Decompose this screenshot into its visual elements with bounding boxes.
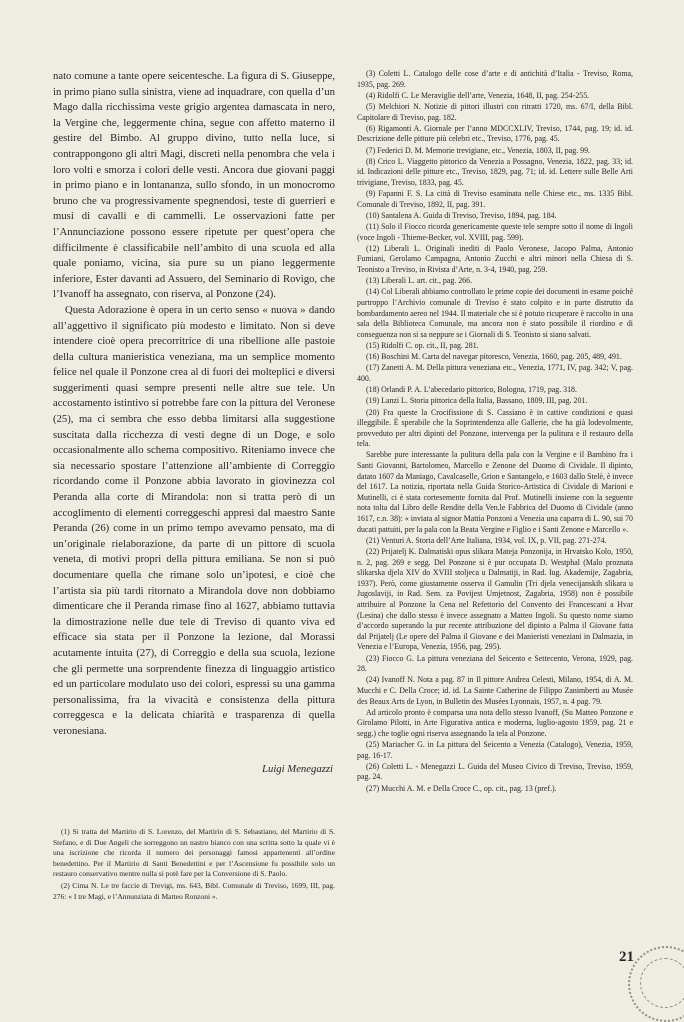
main-text-column xyxy=(53,69,335,777)
footnote: (19) Lanzi L. Storia pittorica della Italia, Bassano, 1809, III, pag. 201. xyxy=(366,396,588,406)
footnote: (11) Solo il Fiocco ricorda genericamente queste tele sempre sotto il nome di Ingoli (voce Ingoli - Thieme-Becker, vol. XVIII, pag. 599). xyxy=(357,222,633,242)
footnotes-left xyxy=(53,827,335,903)
footnote: (27) Mucchi A. M. e Della Croce C., op. cit., pag. 13 (pref.). xyxy=(366,783,557,793)
author-signature: Luigi Menegazzi xyxy=(262,762,333,775)
footnote: (1) Si tratta del Martirio di S. Lorenzo, del Martirio di S. Sebastiano, del Martirio di S. Stefano, e di Due Angeli che sorreggono un nastro bianco con una scritta sotto la quale vi è una iscrizione che ricorda il numero dei personaggi famosi appartenenti all’ordine benedettino. Per il Martirio di Santi Benedettini e per l’Ascensione fu possibile solo un restauro conservativo mentre nulla si potè fare per la Conversione di S. Paolo. xyxy=(53,827,335,879)
paragraph: nato comune a tante opere seicentesche. La figura di S. Giuseppe, in primo piano sulla sinistra, viene ad inquadrare, con quella d’un Mago dalla ricchissima veste grigio argentea damascata in nero, la Vergine che, leggermente china, segue con affetto materno il gestire del Bimbo. Al gruppo divino, tutto nella luce, si contrappongono gli altri Magi, discreti nella penombra che vela i loro volti e smorza i colori delle vesti. Ancora due giovani paggi in primo piano e in lontananza, sullo sfondo, in un monocromo bruno che va progressivamente spegnendosi, teste di guerrieri e musi di cavalli e di cammelli. Le osservazioni fatte per l’Annunciazione possono essere ripetute per quest’opera che difficilmente è classificabile nell’ambito di una scuola ed alla quale poniamo, vicina, sia pure su un piano leggermente inferiore, Ester davanti ad Assuero, del Seminario di Rovigo, che l’Ivanoff ha assegnato, con riserva, al Ponzone (24). xyxy=(53,70,335,301)
footnote: (18) Orlandi P. A. L’abecedario pittorico, Bologna, 1719, pag. 318. xyxy=(366,385,577,395)
footnote: (13) Liberali L. art. cit., pag. 266. xyxy=(366,276,473,286)
footnote: (25) Mariacher G. in La pittura del Seicento a Venezia (Catalogo), Venezia, 1959, pag. 16-17. xyxy=(357,740,633,760)
footnotes-right-column xyxy=(357,69,633,795)
footnote: (12) Liberali L. Originali inediti di Paolo Veronese, Jacopo Palma, Antonio Fumiani, Gerolamo Campagna, Antonio Zucchi e altri minori nella Chiesa di S. Teonisto a Treviso, in Rivista d’Arte, n. 3-4, 1940, pag. 259. xyxy=(357,243,633,275)
paragraph: Questa Adorazione è opera in un certo senso « nuova » dando all’aggettivo il significato più modesto e limitato. Non si deve intendere cioè opera precorritrice di una ribellione alle pastoie della cultura manieristica veneziana, ma un semplice momento felice nel quale il Ponzone crea al di fuori dei molteplici e diversi suggerimenti quasi sempre presenti nelle altre sue tele. Un accostamento istintivo si potrebbe fare con la pittura del Veronese (25), ma ci sembra che esso debba limitarsi alla suggestione suscitata dalla ricchezza di vesti degne di un Doge, e solo occasionalmente allo schema compositivo. Riteniamo invece che sia necessario spostare l’attenzione all’ambiente di Correggio ricordando come il Ponzone abbia lavorato in giovinezza col Peranda alla corte di Mirandola: non si tratta però di un accoglimento di elementi correggeschi appresi dal maestro Sante Peranda (26) come in un primo tempo avevamo pensato, ma di un’originale rielaborazione, da parte di un pittore di scuola veneta, di motivi propri della pittura emiliana. Se non si può documentare quella che rimane solo un’ipotesi, e cioè che l’artista sia più tardi ritornato a Mirandola dove non dobbiamo dimenticare che il Peranda rimase fino al 1627, abbiamo tuttavia la dimostrazione nelle due tele di Treviso di quanto viva ed efficace sia stata per il Ponzone la lezione, dal Morassi acutamente intuita (27), di Correggio e della sua scuola, lezione che gli permette una sorprendente finezza di linguaggio artistico ed un particolare modulato uso dei colori, espressi su una gamma personalissima, fra la vivacità e consistenza della pittura correggesca e la delicata chiarità e trasparenza di quella veronesiana. xyxy=(53,303,335,737)
footnote: (14) Col Liberali abbiamo controllato le prime copie dei documenti in esame poiché purtroppo l’Archivio comunale di Treviso è stato colpito e in parte distrutto da bombardamento aereo nel 1944. Il materiale che si è potuto ricuperare è raccolto in una sala della Biblioteca Comunale, ma ancora non è stato possibile il riordino e di conseguenza non si sa neppure se i Giornali di S. Teonisto si siano salvati. xyxy=(357,287,633,339)
footnote: (8) Crico L. Viaggetto pittorico da Venezia a Possagno, Venezia, 1822, pag. 33; id. id. Indicazioni delle pitture etc., Treviso, 1829, pag. 71; id. id. Lettere sulle Belle Arti trivigiane, Treviso, 1833, pag. 45. xyxy=(357,156,633,187)
footnote: (17) Zanetti A. M. Della pittura veneziana etc., Venezia, 1771, IV, pag. 342; V, pag. 400. xyxy=(357,363,633,383)
footnote: (4) Ridolfi C. Le Meraviglie dell’arte, Venezia, 1648, II, pag. 254-255. xyxy=(366,90,590,100)
footnote: (22) Prijatelj K. Dalmatiski opus slikara Mateja Ponzonija, in Hrvatsko Kolo, 1950, n. 2, pag. 269 e segg. Del Ponzone si è pur occupata D. Westphal (Malo proznata slikarska djela XIV do XVIII stoljeca u Dalmatiji, in Rad. Iug. Akademije, Zagabria, 1937). Però, come giustamente osserva il Gamulin (Tri djela venecijanskih slikara u Jugoslaviji, in Rad. Sem. za Povijest Umjetnost, Zagabria, 1958) non è possibile attribuire al Ponzone la Cena nel Refettorio del Convento dei Francescani a Hvar (Lesina) che dallo stesso è invece assegnato a Matteo Ingoli. Su questo nome siamo d’accordo superando la pur recente attribuzione del dipinto a Palma il Giovane fatta dal Prijatelj (Le opere del Palma il Giovane e dei Manieristi veneziani in Dalmazia, in Venezia e l’Europa, Venezia, 1956, pag. 295). xyxy=(357,547,633,652)
footnote: (10) Santalena A. Guida di Treviso, Treviso, 1894, pag. 184. xyxy=(366,210,557,220)
footnote: (26) Coletti L. - Menegazzi L. Guida del Museo Civico di Treviso, Treviso, 1959, pag. 24. xyxy=(357,761,633,782)
footnote: (2) Cima N. Le tre faccie di Trevigi, ms. 643, Bibl. Comunale di Treviso, 1699, III, pag. 276: « I tre Magi, e l’Annunziata di Matteo Ronzoni ». xyxy=(53,880,335,901)
footnote: (15) Ridolfi C. op. cit., II, pag. 281. xyxy=(366,340,479,350)
footnote: Ad articolo pronto è comparsa una nota dello stesso Ivanoff, (Su Matteo Ponzone e Girolamo Pilotti, in Arte Figurativa antica e moderna, luglio-agosto 1959, pag. 21 e segg.) che toglie ogni riserva assegnando la tela al Ponzone. xyxy=(357,707,633,738)
footnote: (9) Fapanni F. S. La città di Treviso esaminata nelle Chiese etc., ms. 1335 Bibl. Comunale di Treviso, 1892, II, pag. 391. xyxy=(357,189,633,209)
footnote: (23) Fiocco G. La pittura veneziana del Seicento e Settecento, Verona, 1929, pag. 28. xyxy=(357,653,633,674)
library-stamp-icon xyxy=(628,946,684,1022)
footnote: (20) Fra queste la Crocifissione di S. Cassiano è in cattive condizioni e quasi illeggibile. È sperabile che la Soprintendenza alle Gallerie, che ha già lodevolmente, provveduto per altri dipinti del Ponzone, intervenga per la pulitura e il restauro della tela. xyxy=(357,407,633,449)
footnote: (7) Federici D. M. Memorie trevigiane, etc., Venezia, 1803, II, pag. 99. xyxy=(366,145,591,155)
footnote: (3) Coletti L. Catalogo delle cose d’arte e di antichità d’Italia - Treviso, Roma, 1935, pag. 269. xyxy=(357,69,633,89)
page-number: 21 xyxy=(619,949,634,965)
footnote: (21) Venturi A. Storia dell’Arte Italiana, 1934, vol. IX, p. VII, pag. 271-274. xyxy=(366,535,607,545)
footnote: Sarebbe pure interessante la pulitura della pala con la Vergine e il Bambino fra i Santi Giovanni, Bartolomeo, Marcello e Zenone del Duomo di Cividale. Il dipinto, datato 1607 da Maniago, Cavalcaselle, Grion e Santangelo, e 1603 dallo Stelè, è invece del 1617. La notizia, riportata nella Guida Storico-Artistica di Cividale di Marioni e Mutinelli, ci è stata cortesemente fornita dal Prof. Mutinelli insieme con la seguente nota tolta dal Libro delle Rendite della Ven.le Fabbrica del Duomo di Cividale (anno 1617, c.n. 38): « inviata al signor Mattia Ponzoni a Venezia una caparra di L. 90, sui 70 ducati pattuiti, per la pala con la Beata Vergine e Figlio e i Santi Zenone e Marcello ». xyxy=(357,450,633,534)
footnote: (6) Rigamonti A. Giornale per l’anno MDCCXLIV, Treviso, 1744, pag. 19; id. id. Descrizione delle pitture più celebri etc., Treviso, 1776, pag. 45. xyxy=(357,123,633,144)
footnote: (16) Boschini M. Carta del navegar pitoresco, Venezia, 1660, pag. 205, 489, 491. xyxy=(366,352,622,362)
footnote: (24) Ivanoff N. Nota a pag. 87 in Il pittore Andrea Celesti, Milano, 1954, di A. M. Mucchi e C. Della Croce; id. id. La Sainte Catherine de Filippo Zanimberti au Musée des Beaux Arts de Lyon, in Bulletin des Musées Lyonnais, 1957, n. 4 pag. 79. xyxy=(357,675,633,706)
footnote: (5) Melchiori N. Notizie di pittori illustri con ritratti 1720, ms. 67/I, della Bibl. Capitolare di Treviso, pag. 182. xyxy=(357,101,633,122)
